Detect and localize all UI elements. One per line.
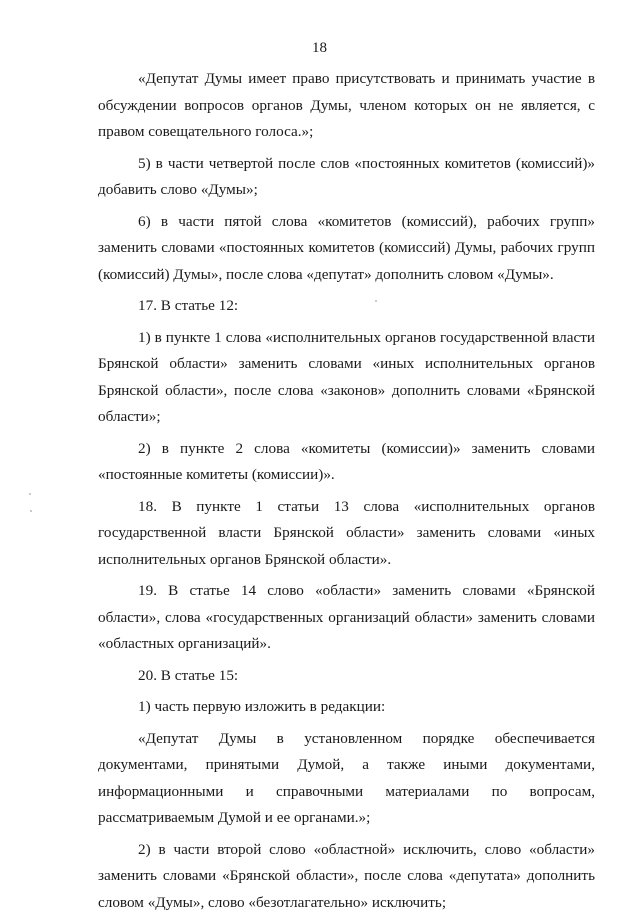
scan-speck [30, 510, 32, 512]
paragraph-item-6: 6) в части пятой слова «комитетов (комиссий), рабочих групп» заменить словами «постоянных комитетов (комиссий) Думы, рабочих групп (комиссий) Думы», после слова «депутат» дополнить словом «Думы». [98, 212, 595, 283]
paragraph-article-19: 19. В статье 14 слово «области» заменить словами «Брянской области», слова «государственных организаций области» заменить словами «областных организаций». [98, 582, 595, 652]
paragraph-item-5: 5) в части четвертой после слов «постоянных комитетов (комиссий)» добавить слово «Думы»; [98, 154, 595, 198]
scan-speck [375, 300, 377, 302]
page-number: 18 [312, 40, 327, 56]
paragraph-article-17-heading: 17. В статье 12: [138, 297, 239, 314]
paragraph-article-17-item-1: 1) в пункте 1 слова «исполнительных органов государственной власти Брянской области» заменить словами «иных исполнительных органов Брянской области», после слова «законов» дополнить словами «Брянской области»; [98, 328, 595, 425]
paragraph-article-17-item-2: 2) в пункте 2 слова «комитеты (комиссии)» заменить словами «постоянные комитеты (комиссии)». [98, 439, 595, 483]
paragraph-article-18: 18. В пункте 1 статьи 13 слова «исполнительных органов государственной власти Брянской области» заменить словами «иных исполнительных органов Брянской области». [98, 497, 595, 568]
document-body [98, 66, 595, 921]
paragraph-quote-attendance: «Депутат Думы имеет право присутствовать и принимать участие в обсуждении вопросов органов Думы, членом которых он не является, с правом совещательного голоса.»; [98, 70, 595, 140]
scan-speck [29, 493, 31, 495]
paragraph-article-20-heading: 20. В статье 15: [138, 666, 239, 684]
paragraph-article-20-item-2: 2) в части второй слово «областной» исключить, слово «области» заменить словами «Брянской области», после слова «депутата» дополнить словом «Думы», слово «безотлагательно» исключить; [98, 840, 595, 911]
paragraph-article-20-item-1: 1) часть первую изложить в редакции: [138, 698, 386, 715]
paragraph-quote-documents: «Депутат Думы в установленном порядке обеспечивается документами, принятыми Думой, а также иными документами, информационными и справочными материалами по вопросам, рассматриваемым Думой и ее органами.»; [98, 729, 595, 826]
